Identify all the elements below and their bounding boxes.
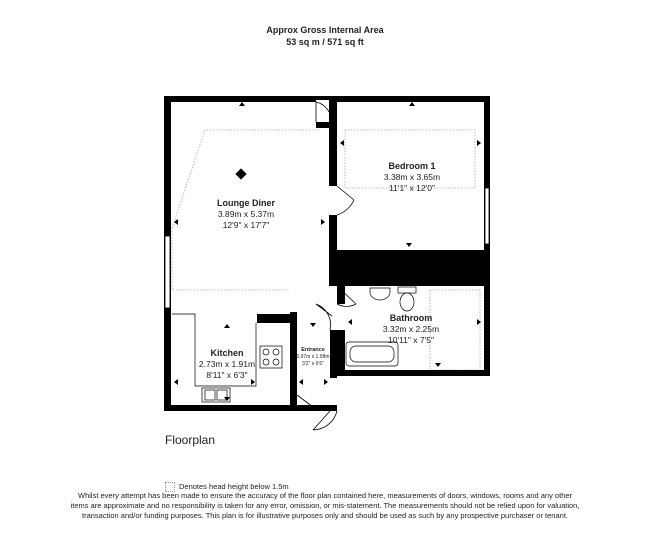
- arrow-bathroom-bottom: [435, 363, 441, 367]
- bath-inner: [350, 346, 394, 362]
- floor-label: Floorplan: [165, 433, 216, 447]
- arrow-bedroom-bottom: [406, 243, 412, 247]
- arrow-bedroom-top: [409, 102, 415, 106]
- window-lounge: [165, 236, 170, 308]
- kitchen-metric: 2.73m x 1.91m: [198, 359, 256, 369]
- arrow-kitchen-left: [174, 379, 178, 385]
- arrow-lounge-top: [239, 102, 245, 106]
- arrow-lounge-right: [321, 219, 325, 225]
- toilet-bowl: [400, 293, 414, 311]
- sink-bowl-1: [205, 390, 215, 400]
- hob-ring-4: [273, 359, 279, 365]
- arrow-entrance-top: [310, 323, 316, 327]
- hob-ring-3: [263, 359, 269, 365]
- lounge-imperial: 12'9" x 17'7": [222, 220, 270, 230]
- door-lounge-entrance: [316, 304, 332, 330]
- bathroom-imperial: 10'11" x 7'5": [388, 335, 434, 345]
- lounge-name: Lounge Diner: [217, 198, 275, 208]
- arrow-entrance-left: [299, 379, 303, 385]
- legend-text: Denotes head height below 1.5m: [179, 482, 289, 491]
- door-cupboard: [316, 102, 329, 122]
- hob: [260, 346, 282, 368]
- bathroom-metric: 3.32m x 2.25m: [382, 324, 440, 334]
- wall-bottom-entrance: [290, 405, 337, 411]
- arrow-kitchen-right: [251, 379, 255, 385]
- wall-top-lounge: [164, 96, 316, 102]
- bedroom-imperial: 11'1" x 12'0": [389, 183, 435, 193]
- arrow-bathroom-left: [348, 319, 352, 325]
- entrance-name: Entrance: [301, 347, 325, 353]
- wall-top-bedroom: [329, 96, 490, 102]
- arrow-entrance-right: [324, 379, 328, 385]
- ceiling-light-icon: [235, 168, 246, 179]
- disclaimer: Whilst every attempt has been made to ensure the accuracy of the floor plan contained here, measurements of doors, windows, rooms and any other items are approximate and no responsibility is taken for any error, omission, or mis-statement. The measurements should not be relied upon for valuation, transaction and/or funding purposes. This plan is for illustrative purposes only and should be used as such by any prospective purchaser or tenant.: [70, 491, 580, 520]
- window-bedroom: [485, 188, 489, 244]
- area-value: 53 sq m / 571 sq ft: [286, 37, 364, 47]
- hob-ring-2: [273, 349, 279, 355]
- kitchen-name: Kitchen: [210, 348, 244, 358]
- bedroom-metric: 3.38m x 3.65m: [383, 172, 441, 182]
- entrance-metric: 0.97m x 1.98m: [296, 354, 330, 360]
- wall-entrance-right: [330, 330, 337, 378]
- washbasin: [370, 288, 390, 300]
- wall-cupboard-top: [316, 96, 329, 100]
- arrow-lounge-left: [174, 219, 178, 225]
- wall-bathroom-left-top: [337, 286, 345, 304]
- entrance-imperial: 3'2" x 6'6": [302, 361, 324, 367]
- arrow-bedroom-left: [340, 140, 344, 146]
- wall-entrance-left: [290, 312, 297, 411]
- wall-bathroom-bottom: [337, 370, 490, 376]
- arrow-bedroom-right: [477, 140, 481, 146]
- wall-partition-upper: [329, 96, 337, 186]
- bathroom-name: Bathroom: [389, 313, 433, 323]
- hob-ring-1: [263, 349, 269, 355]
- wall-cupboard-bottom: [316, 122, 329, 128]
- wall-bed-bath: [329, 250, 490, 286]
- door-bedroom: [337, 186, 354, 215]
- toilet-cistern: [398, 287, 416, 293]
- wall-bottom-kitchen: [164, 405, 290, 411]
- wall-kitchen-stub: [257, 314, 290, 323]
- kitchen-imperial: 8'11" x 6'3": [206, 370, 248, 380]
- wall-bathroom-left-bottom: [337, 330, 345, 376]
- lounge-lower-outline: [172, 228, 290, 290]
- door-front: [313, 411, 337, 430]
- arrow-kitchen-top: [224, 324, 230, 328]
- bedroom-name: Bedroom 1: [388, 161, 436, 171]
- area-title: Approx Gross Internal Area: [266, 25, 384, 35]
- lounge-metric: 3.89m x 5.37m: [217, 209, 275, 219]
- wall-partition-mid: [329, 215, 337, 250]
